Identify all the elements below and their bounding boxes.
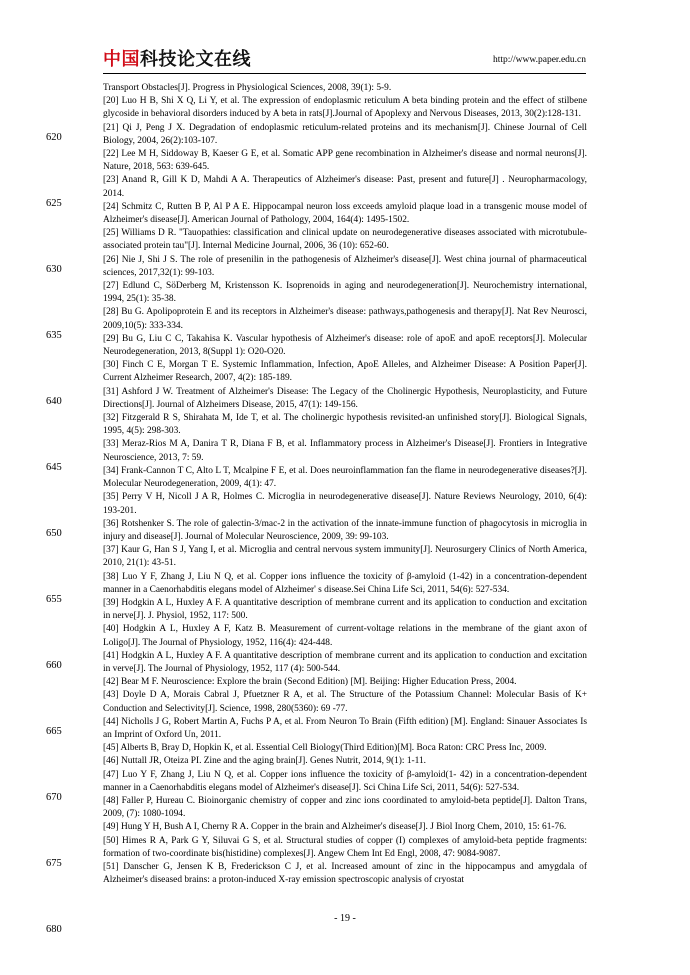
reference-item: [26] Nie J, Shi J S. The role of presenilin in the pathogenesis of Alzheimer's disease[J]. West china journal of pharmaceutical sciences, 2017,32(1): 99-103. xyxy=(103,254,587,278)
line-number: 650 xyxy=(46,528,62,539)
reference-item: [48] Faller P, Hureau C. Bioinorganic chemistry of copper and zinc ions coordinated to amyloid-beta peptide[J]. Dalton Trans, 2009, (7): 1080-1094. xyxy=(103,795,587,820)
line-number: 640 xyxy=(46,396,62,407)
logo-text-dark: 科技论文在线 xyxy=(140,49,251,70)
reference-item: [40] Hodgkin A L, Huxley A F, Katz B. Measurement of current-voltage relations in the membrane of the giant axon of Loligo[J]. The Journal of Physiology, 1952, 116(4): 424-448. xyxy=(103,624,587,648)
reference-item: [46] Nuttall JR, Oteiza PI. Zine and the aging brain[J]. Genes Nutrit, 2014, 9(1): 1-11. xyxy=(103,756,427,767)
reference-list xyxy=(103,82,587,887)
reference-item: [38] Luo Y F, Zhang J, Liu N Q, et al. Copper ions influence the toxicity of β-amyloid (1-42) in a concentration-dependent manner in a Caenorhabditis elegans model of Alzheimer' s disease.Sei China Life Sci, 2011, 54(6): 527-534. xyxy=(103,571,587,595)
reference-item: [49] Hung Y H, Bush A I, Cherny R A. Copper in the brain and Alzheimer's disease[J]. J Biol Inorg Chem, 2010, 15: 61-76. xyxy=(103,822,567,833)
header-rule xyxy=(103,73,586,74)
reference-item: [24] Schmitz C, Rutten B P, Al P A E. Hippocampal neuron loss exceeds amyloid plaque load in a transgenic mouse model of Alzheimer's disease[J]. American Journal of Pathology, 2004, 164(4): 1495-1502. xyxy=(103,201,587,226)
line-number: 625 xyxy=(46,198,62,209)
header-url[interactable]: http://www.paper.edu.cn xyxy=(492,55,586,65)
reference-item: [23] Anand R, Gill K D, Mahdi A A. Therapeutics of Alzheimer's disease: Past, present and future[J] . Neuropharmacology, 2014. xyxy=(103,175,587,199)
line-number: 630 xyxy=(46,264,62,275)
reference-item: [50] Himes R A, Park G Y, Siluvai G S, et al. Structural studies of copper (I) complexes of amyloid-beta peptide fragments: formation of two-coordinate bis(histidine) complexes[J]. Angew Chem Int Ed Engl, 2008, 47: 9084-9087. xyxy=(103,835,587,859)
reference-item: [43] Doyle D A, Morais Cabral J, Pfuetzner R A, et al. The Structure of the Potassium Channel: Molecular Basis of K+ Conduction and Selectivity[J]. Science, 1998, 280(5360): 69 -77. xyxy=(103,690,587,714)
reference-item: [37] Kaur G, Han S J, Yang I, et al. Microglia and central nervous system immunity[J]. Neurosurgery Clinics of North America, 2010, 21(1): 43-51. xyxy=(103,545,587,569)
reference-item: [47] Luo Y F, Zhang J, Liu N Q, et al. Copper ions influence the toxicity of β-amyloid(1- 42) in a concentration-dependent manner in a Caenorhabditis elegans model of Alzheimer's disease[J]. Sci China Life Sci, 2011, 54(6): 527-534. xyxy=(103,769,587,793)
reference-item: [44] Nicholls J G, Robert Martin A, Fuchs P A, et al. From Neuron To Brain (Fifth edition) [M]. England: Sinauer Associates Is an Imprint of Oxford Un, 2011. xyxy=(103,716,587,740)
reference-item: [20] Luo H B, Shi X Q, Li Y, et al. The expression of endoplasmic reticulum A beta binding protein and the effect of stilbene glycoside in behavioral disorders induced by A beta in rats[J].Journal of Apoplexy and Nervous Diseases, 2013, 30(2):128-131. xyxy=(103,96,587,120)
page-header xyxy=(103,50,586,74)
line-number: 645 xyxy=(46,462,62,473)
reference-item: [25] Williams D R. "Tauopathies: classification and clinical update on neurodegenerative diseases associated with microtubule-associated protein tau"[J]. Internal Medicine Journal, 2006, 36 (10): 652-60. xyxy=(103,228,587,252)
reference-item: [42] Bear M F. Neuroscience: Explore the brain (Second Edition) [M]. Beijing: Higher Education Press, 2004. xyxy=(103,677,517,688)
reference-item: [36] Rotshenker S. The role of galectin-3/mac-2 in the activation of the innate-immune function of phagocytosis in microglia in injury and disease[J]. Journal of Molecular Neuroscience, 2009, 39: 99-103. xyxy=(103,518,587,542)
reference-item: [32] Fitzgerald R S, Shirahata M, Ide T, et al. The cholinergic hypothesis revisited-an unfinished story[J]. Biological Signals, 1995, 4(5): 298-303. xyxy=(103,413,587,437)
line-number: 655 xyxy=(46,594,62,605)
page-number: - 19 - xyxy=(334,913,356,924)
reference-item: [27] Edlund C, SöDerberg M, Kristensson K. Isoprenoids in aging and neurodegeneration[J]. Neurochemistry international, 1994, 25(1): 35-38. xyxy=(103,281,587,305)
reference-item: [21] Qi J, Peng J X. Degradation of endoplasmic reticulum-related proteins and its mechanism[J]. Chinese Journal of Cell Biology, 2004, 26(2):103-107. xyxy=(103,122,587,146)
reference-item: [22] Lee M H, Siddoway B, Kaeser G E, et al. Somatic APP gene recombination in Alzheimer's disease and normal neurons[J]. Nature, 2018, 563: 639-645. xyxy=(103,149,587,173)
journal-logo xyxy=(103,50,251,70)
reference-item: Transport Obstacles[J]. Progress in Physiological Sciences, 2008, 39(1): 5-9. xyxy=(103,83,392,93)
logo-text-red: 中国 xyxy=(103,49,140,70)
reference-item: [29] Bu G, Liu C C, Takahisa K. Vascular hypothesis of Alzheimer's disease: role of apoE and apoE receptors[J]. Molecular Neurodegeneration, 2013, 8(Suppl 1): O20-O20. xyxy=(103,333,587,358)
line-number: 635 xyxy=(46,330,62,341)
line-number: 680 xyxy=(46,924,62,935)
reference-item: [51] Danscher G, Jensen K B, Frederickson C J, et al. Increased amount of zinc in the hippocampus and amygdala of Alzheimer's diseased brains: a proton-induced X-ray emission spectroscopic analysis of cryostat xyxy=(103,861,587,886)
line-number: 675 xyxy=(46,858,62,869)
reference-item: [45] Alberts B, Bray D, Hopkin K, et al. Essential Cell Biology(Third Edition)[M]. Boca Raton: CRC Press Inc, 2009. xyxy=(103,743,547,754)
reference-item: [34] Frank-Cannon T C, Alto L T, Mcalpine F E, et al. Does neuroinflammation fan the flame in neurodegenerative diseases?[J]. Molecular Neurodegeneration, 2009, 4(1): 47. xyxy=(103,465,587,490)
line-number: 670 xyxy=(46,792,62,803)
line-number: 660 xyxy=(46,660,62,671)
reference-item: [41] Hodgkin A L, Huxley A F. A quantitative description of membrane current and its application to conduction and excitation in verve[J]. The Journal of Physiology, 1952, 117 (4): 500-544. xyxy=(103,650,587,674)
reference-item: [31] Ashford J W. Treatment of Alzheimer's Disease: The Legacy of the Cholinergic Hypothesis, Neuroplasticity, and Future Directions[J]. Journal of Alzheimers Disease, 2015, 47(1): 149-156. xyxy=(103,386,587,410)
line-number: 620 xyxy=(46,132,62,143)
reference-item: [28] Bu G. Apolipoprotein E and its receptors in Alzheimer's disease: pathways,pathogenesis and therapy[J]. Nat Rev Neurosci, 2009,10(5): 333-334. xyxy=(103,307,587,331)
reference-item: [35] Perry V H, Nicoll J A R, Holmes C. Microglia in neurodegenerative disease[J]. Nature Reviews Neurology, 2010, 6(4): 193-201. xyxy=(103,492,587,516)
reference-item: [39] Hodgkin A L, Huxley A F. A quantitative description of membrane current and its application to conduction and excitation in nerve[J]. J. Physiol, 1952, 117: 500. xyxy=(103,597,587,622)
reference-item: [30] Finch C E, Morgan T E. Systemic Inflammation, Infection, ApoE Alleles, and Alzheimer Disease: A Position Paper[J]. Current Alzheimer Research, 2007, 4(2): 185-189. xyxy=(103,360,587,384)
reference-item: [33] Meraz-Rios M A, Danira T R, Diana F B, et al. Inflammatory process in Alzheimer's Disease[J]. Frontiers in Integrative Neuroscience, 2013, 7: 59. xyxy=(103,439,587,463)
line-number: 665 xyxy=(46,726,62,737)
